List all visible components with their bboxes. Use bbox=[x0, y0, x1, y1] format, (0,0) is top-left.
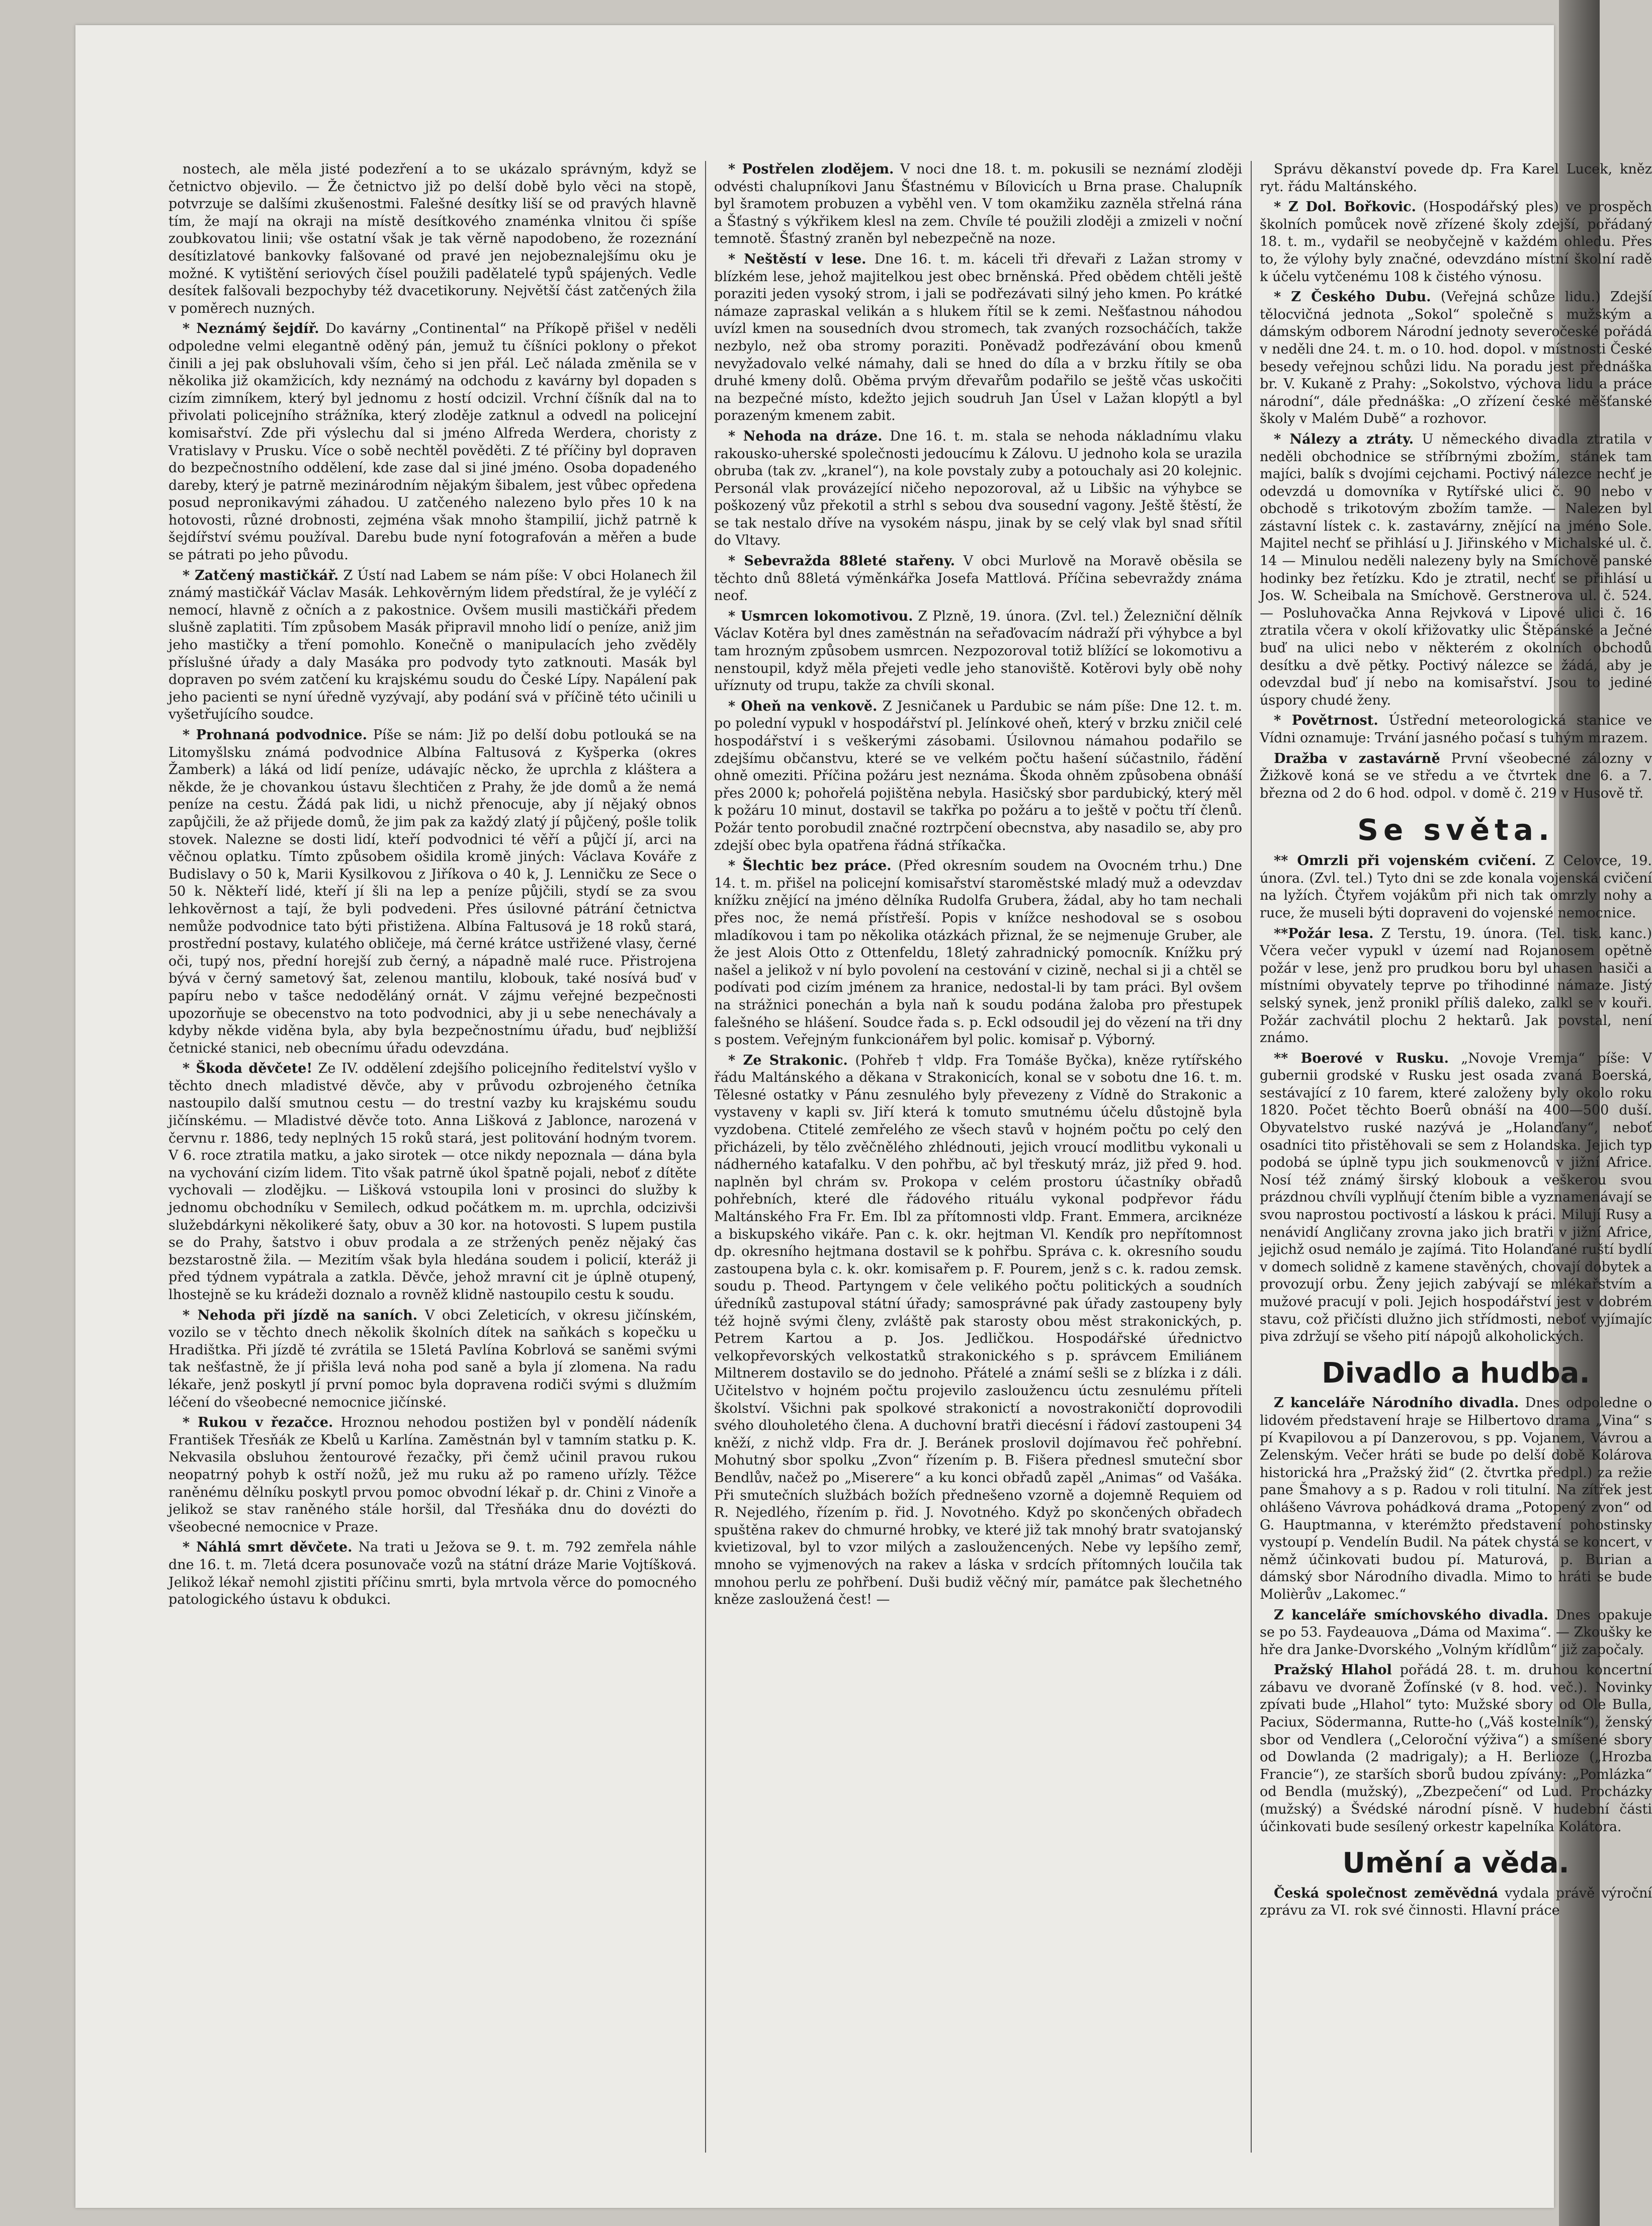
article-text: (Před okresním soudem na Ovocném trhu.) Dne 14. t. m. přišel na policejní komisařství staroměstské mladý muž a odevzdav knížku znějící na jméno dělníka Rudolfa Grubera, žádal, aby ho tam nechali přes noc, že nemá přístřeší. Popis v knížce neshodoval se s osobou mladíkovou i tam po několika otázkách přiznal, že se nejmenuje Gruber, ale že jest Alois Otto z Ottenfeldu, 18letý zahradnický pomocník. Knížku prý našel a jelikož v ní bylo povolení na cestování v cizině, nechal si ji a chtěl se podívati pod cizím jménem za hranice, nedostal-li by tam práci. Byl ovšem na strážnici ponechán a byla naň k soudu podána žaloba pro přestupek falešného se hlášení. Soudce řada s. p. Eckl odsoudil jej do vězení na tři dny s postem. Veřejným funkcionářem byl polic. komisař p. Výborný. bbox=[714, 858, 1242, 1048]
article-title: * Neznámý šejdíř. bbox=[183, 321, 319, 337]
article-title: * Rukou v řezačce. bbox=[183, 1415, 333, 1431]
article-text: (Pohřeb † vldp. Fra Tomáše Byčka), kněze rytířského řádu Maltánského a děkana v Strakonicích, konal se v sobotu dne 16. t. m. Tělesné ostatky v Pánu zesnulého byly převezeny z Vídně do Strakonic a vystaveny v kapli sv. Jiří která k tomuto smutnému účelu důstojně byla vyzdobena. Ctitelé zemřelého ze všech stavů v hojném počtu po celý den přicházeli, by tělo zvěčnělého zhlédnouti, jejich vroucí modlitbu vykonali u nádherného katafalku. V den pohřbu, ač byl třeskutý mráz, již před 9. hod. naplněn byl chrám sv. Prokopa v celém prostoru účastníky obřadů pohřebních, které dle řádového rituálu vykonal podpřevor řádu Maltánského Fra Fr. Em. Ibl za přítomnosti vldp. Frant. Emmera, arciknéze a biskupského vikáře. Pan c. k. okr. hejtman Vl. Kendík pro nepřítomnost dp. okresního hejtmana dostavil se k pohřbu. Správa c. k. okresního soudu zastoupena byla c. k. okr. komisařem p. F. Pourem, jenž s c. k. radou zemsk. soudu p. Theod. Partyngem v čele velikého počtu politických a soudních úředníků zastupoval státní úřady; samosprávné pak úřady zastoupeny byly též hojně svými členy, zvláště pak starosty obou měst strakonických, p. Petrem Kartou a p. Jos. Jedličkou. Hospodářské úřednictvo velkopřevorských velkostatků strakonického s p. správcem Emiliánem Miltnerem dostavilo se do jednoho. Přátelé a známí sešli se z blízka i z dáli. Učitelstvo v hojném počtu projevilo zasloužencu úctu zesnulému příteli školství. Všichni pak spolkové strakonictí a novostrakoničtí doprovodili svého dlouholetého člena. A duchovní bratři diecésní i řádoví zastoupeni 34 kněží, z nichž vldp. Fra dr. J. Beránek proslovil dojímavou řeč pohřební. Mohutný sbor spolku „Zvon“ řízením p. B. Fišera přednesl smuteční sbor Bendlův, načež po „Miserere“ a ku konci obřadů zapěl „Animas“ od Vašáka. Při smutečních službách božích přednešeno vzorně a dojemně Requiem od R. Nejedlého, řízením p. řid. J. Novotného. Když po skončených obřadech spuštěna rakev do chmurné hrobky, ve které již tak mnohý bratr svatojanský kvietizoval, byl to vzor milých a zasloužencených. Nebe vy lepšího zemř, mnoho se vyjmenových na rakev a láska v srdcích přítomných loučila tak mnohou perlu ze pohřbení. Duši budiž věčný mír, památce pak šlechetného kněze zasloužená čest! — bbox=[714, 1052, 1242, 1608]
article-paragraph bbox=[168, 567, 697, 724]
article-title: * Škoda děvčete! bbox=[183, 1061, 313, 1077]
article-title: * Náhlá smrt děvčete. bbox=[183, 1539, 353, 1556]
article-text: V noci dne 18. t. m. pokusili se neznámí zloději odvésti chalupníkovi Janu Šťastnému v Bílovicích u Brna prase. Chalupník byl šramotem probuzen a vyběhl ven. V tom okamžiku zazněla střelná rána a Šťastný s výkřikem klesl na zem. Chvíle té použili zloději a zmizeli v noční temnotě. Šťastný zraněn byl nebezpečně na noze. bbox=[714, 161, 1242, 247]
article-title: Pražský Hlahol bbox=[1274, 1662, 1392, 1678]
article-title: * Šlechtic bez práce. bbox=[728, 858, 892, 874]
article-paragraph bbox=[1260, 161, 1652, 196]
article-text: Dnes odpoledne o lidovém představení hraje se Hilbertovo drama „Vina“ s pí Kvapilovou a pí Danzerovou, s pp. Vojanem, Vávrou a Zelenským. Večer hráti se bude po delší době Kolárova historická hra „Pražský žid“ (2. čtvrtka předpl.) za režie pane Šmahovy a s p. Radou v roli titulní. Na zítřek jest ohlášeno Vávrova pohádková drama „Potopený zvon“ od G. Hauptmanna, v kterémžto představení pohostinsky vystoupí p. Vendelín Budil. Na pátek chystá se koncert, v němž účinkovati budou pí. Maturová, p. Burian a dámský sbor Národního divadla. Mimo to hráti se bude Molièrův „Lakomec.“ bbox=[1260, 1395, 1652, 1602]
article-paragraph bbox=[1260, 1607, 1652, 1659]
section-heading: Divadlo a hudba. bbox=[1322, 1356, 1590, 1390]
article-text: Ze IV. oddělení zdejšího policejního ředitelství vyšlo v těchto dnech mladistvé děvče, aby v průvodu ozbrojeného četníka nastoupilo další smutnou cestu — do trestní vazby ku krajskému soudu jičínskému. — Mladistvé děvče toto. Anna Lišková z Jablonce, narozená v červnu r. 1886, tedy neplných 15 roků stará, jest politování hodným tvorem. V 6. roce ztratila matku, a jako sirotek — otce nikdy nepoznala — dána byla na vychování cizím lidem. Tito však patrně úkol špatně pojali, neboť z dítěte vychovali — zlodějku. — Lišková vstoupila loni v prosinci do služby k jednomu obchodníku v Semilech, odkud počátkem m. m. uprchla, odcizivši služebdárkyni několikeré šaty, obuv a 30 kor. na hotovosti. S lupem pustila se do Prahy, šatstvo i obuv prodala a ze stržených peněz nějaký čas bezstarostně žila. — Mezitím však byla hledána soudem i policií, kteráž ji před týdnem vypátrala a zatkla. Děvče, jehož mravní cit je úplně otupený, lhostejně se ku krádeži doznalo a rovněž klidně nastoupilo cestu k soudu. bbox=[168, 1061, 697, 1303]
article-paragraph bbox=[1260, 1885, 1652, 1920]
column-rule bbox=[1251, 161, 1252, 2153]
article-title: * Ze Strakonic. bbox=[728, 1052, 848, 1068]
article-text: (Hospodářský ples) ve prospěch školních pomůcek nově zřízené školy zdejší, pořádaný 18. t. m., vydařil se neobyčejně v každém ohledu. Přes to, že výlohy byly značné, odevzdáno místní školní radě k účelu vytčenému 108 k čistého výnosu. bbox=[1260, 199, 1652, 285]
article-text: Z Terstu, 19. února. (Tel. tisk. kanc.) Včera večer vypukl v území nad Rojanosem opětně požár v lese, jenž pro prudkou boru byl uhasen hasiči a místními obyvately teprve po třihodinné námaze. Jistý selský synek, jenž pronikl příliš daleko, zalkl se v kouři. Požár zachvátil plochu 2 hektarů. Jak povstal, není známo. bbox=[1260, 925, 1652, 1046]
section-heading: Se světa. bbox=[1357, 813, 1554, 847]
article-paragraph bbox=[1260, 750, 1652, 803]
article-text: Do kavárny „Continental“ na Příkopě přišel v neděli odpoledne velmi elegantně oděný pán, jemuž tu číšníci poklony o překot činili a jej pak obsluhovali vším, čeho si jen přál. Leč nálada změnila se v několika již okamžicích, kdy neznámý na odchodu z kavárny byl dopaden s cizím zimníkem, který byl jednomu z hostí odcizil. Vrchní číšník dal na to přivolati policejního strážníka, který zloděje zatknul a odvedl na policejní komisařství. Zde při výslechu dal si jméno Alfreda Werdera, choristy z Vratislavy v Prusku. Více o sobě nechtěl pověděti. Z té příčiny byl dopraven do bezpečnostního oddělení, kde zase dal si jiné jméno. Osoba dopadeného dareby, který je patrně mezinárodním nějakým šibalem, jest vůbec opředena posud nepronikavými záhadou. U zatčeného nalezeno bylo přes 10 k na hotovosti, různé drobnosti, zejména však mnoho štampilií, jichž patrně k šejdířství svému používal. Darebu bude nyní fotografován a měřen a bude se pátrati po jeho původu. bbox=[168, 321, 697, 563]
article-paragraph bbox=[168, 1060, 697, 1304]
article-paragraph bbox=[1260, 199, 1652, 286]
column-3 bbox=[1260, 161, 1652, 2153]
article-paragraph bbox=[168, 727, 697, 1057]
article-title: **Požár lesa. bbox=[1274, 925, 1374, 941]
article-title: * Povětrnost. bbox=[1274, 713, 1378, 729]
article-paragraph bbox=[1260, 1050, 1652, 1346]
article-title: Z kanceláře Národního divadla. bbox=[1274, 1395, 1519, 1411]
article-text: Dne 16. t. m. káceli tři dřevaři z Lažan stromy v blízkém lese, jehož majitelkou jest obec brněnská. Před obědem chtěli ještě poraziti jeden vysoký strom, i jali se podřezávati silný jeho kmen. Po krátké námaze zapraskal velikán a s hlukem řítil se k zemi. Nešťastnou náhodou uvízl kmen na sousedních dvou stromech, tak zvaných rozsocháčích, takže nezbylo, než oba stromy poraziti. Poněvadž podřezávání obou kmenů nevyžadovalo velké námahy, dali se hned do díla a v brzku řítily se oba druhé kmeny dolů. Oběma prvým dřevařům podařilo se ještě včas uskočiti na bezpečné místo, kdežto jejich soudruh Jan Úsel v Lažan klopýtl a byl porazeným kmenem zabit. bbox=[714, 251, 1243, 424]
article-paragraph bbox=[1260, 1662, 1652, 1836]
article-paragraph bbox=[1260, 431, 1652, 710]
article-title: * Nehoda na dráze. bbox=[728, 428, 883, 444]
article-title: ** Omrzli při vojenském cvičení. bbox=[1274, 853, 1536, 869]
article-paragraph bbox=[168, 1539, 697, 1608]
article-title: Dražba v zastavárně bbox=[1274, 750, 1440, 766]
article-paragraph bbox=[168, 161, 697, 317]
article-paragraph bbox=[714, 553, 1242, 605]
article-title: * Z Českého Dubu. bbox=[1274, 289, 1431, 305]
column-rule bbox=[705, 161, 706, 2153]
article-title: * Postřelen zlodějem. bbox=[728, 161, 894, 177]
article-text: Dnes opakuje se po 53. Faydeauova „Dáma od Maxima“. — Zkoušky ke hře dra Janke-Dvorského „Volným křídlům“ již započaly. bbox=[1260, 1607, 1652, 1658]
article-paragraph bbox=[1260, 925, 1652, 1047]
article-paragraph bbox=[168, 1307, 697, 1412]
article-paragraph bbox=[714, 608, 1242, 695]
article-title: * Z Dol. Bořkovic. bbox=[1274, 199, 1416, 215]
article-text: nostech, ale měla jisté podezření a to se ukázalo správným, když se četnictvo objevilo. — Že četnictvo již po delší době bylo věci na stopě, potvrzuje se dalšími zkušenostmi. Falešné desítky liší se od pravých hlavně tím, že mají na okraji na místě desítkového znaménka vlnitou či spíše zoubkovatou linii; vše ostatní však je tak věrně napodobeno, že rozeznání desítizlatové bankovky falšované od pravé jen nejobeznalejšímu oku je možné. K vytištění seriových čísel použili padělatelé typů spájených. Vedle desítek falšovali bezpochyby též dvacetikoruny. Největší část zatčených žila v poměrech nuzných. bbox=[168, 161, 697, 316]
section-heading: Umění a věda. bbox=[1342, 1847, 1570, 1880]
article-title: Česká společnost zeměvědná bbox=[1274, 1885, 1499, 1901]
article-text: Na trati u Ježova se 9. t. m. 792 zemřela náhle dne 16. t. m. 7letá dcera posunovače vozů na státní dráze Marie Vojtíšková. Jelikož lékař nemohl zjistiti příčinu smrti, byla mrtvola věrce do pomocného patologického ústavu k obdukci. bbox=[168, 1539, 697, 1608]
article-text: pořádá 28. t. m. druhou koncertní zábavu ve dvoraně Žofínské (v 8. hod. več.). Novinky zpívati bude „Hlahol“ tyto: Mužské sbory od Ole Bulla, Paciux, Södermanna, Rutte-ho („Váš kostelník“), ženský sbor od Vendlera („Celoroční výživa“) a smíšené sbory od Dowlanda (2 madrigaly); a H. Berlioze („Hrozba Francie“), ze starších sborů budou zpívány: „Pomlázka“ od Bendla (mužský), „Zbezpečení“ od Lud. Procházky (mužský) a Švédské národní písně. V hudební části účinkovati bude sesílený orkestr kapelníka Kolátora. bbox=[1260, 1662, 1652, 1835]
article-text: Správu děkanství povede dp. Fra Karel Lucek, kněz ryt. řádu Maltánského. bbox=[1260, 161, 1652, 195]
column-1 bbox=[168, 161, 697, 2153]
article-paragraph bbox=[1260, 712, 1652, 747]
article-text: Píše se nám: Již po delší dobu potlouká se na Litomyšlsku známá podvodnice Albína Faltusová z Kyšperka (okres Žamberk) a láká od lidí peníze, udávajíc něcko, že uprchla z kláštera a někde, že je chovankou ústavu šlechtičen z Prahy, že jde domů a že nemá peníze na cestu. Žádá pak lidi, u nichž přenocuje, aby jí nějaký obnos zapůjčili, že až přijede domů, že jim pak za každý zlatý jí půjčený, pošle tolik stovek. Nalezne se dosti lidí, kteří podvodnici té věří a půjčí jí, arci na věčnou oplatku. Tímto způsobem ošidila kromě jiných: Václava Kováře z Budislavy o 50 k, Marii Kysilkovou z Jiříkova o 40 k, J. Lenničku ze Sece o 50 k. Někteří lidé, kteří jí šli na lep a peníze půjčili, stydí se za svou lehkověrnost a tají, že byli podvedeni. Přes úsilovné pátrání četnictva nemůže podvodnice tato býti přistižena. Albína Faltusová je 18 roků stará, prostřední postavy, kulatého obličeje, má černé krátce ustřižené vlasy, černé oči, tupý nos, přední horejší zub černý, a nápadně malé ruce. Přistrojena bývá v černý sametový šat, zelenou mantilu, klobouk, také nosívá buď v papíru nebo v tašce nedoděláný ornát. V zájmu veřejné bezpečnosti upozorňuje se obecenstvo na toto podvodnici, aby ji u sebe nenechávaly a kdyby někde viděna byla, aby byla bezpečnostnímu úřadu, buď nejbližší četnické stanici, neb obecnímu úřadu odevzdána. bbox=[168, 727, 697, 1056]
article-paragraph bbox=[714, 1052, 1242, 1609]
article-title: * Oheň na venkově. bbox=[728, 698, 878, 714]
article-paragraph bbox=[714, 698, 1242, 854]
article-text: vydala právě výroční zprávu za VI. rok své činnosti. Hlavní práce bbox=[1260, 1885, 1652, 1919]
article-title: * Sebevražda 88leté stařeny. bbox=[728, 553, 955, 569]
article-paragraph bbox=[168, 1414, 697, 1536]
article-text: Z Jesničanek u Pardubic se nám píše: Dne 12. t. m. po polední vypukl v hospodářství pl. Jelínkové oheň, který v brzku zničil celé hospodářství i s veškerými zásobami. Úsilovnou námahou podařilo se zdejšímu občanstvu, které se ve velkém počtu hašení súčastnilo, řádění ohně omeziti. Příčina požáru jest neznáma. Škoda ohněm způsobena obnáší přes 2000 k; pohořelá pojištěna nebyla. Hasičský sbor pardubický, který měl k požáru 10 minut, dostavil se takřka po požáru a to ještě v počtu tří členů. Požár tento porobudil značné roztrpčení obecnstva, aby nasadilo se, aby pro zdejší obec byla opatřena řádná stříkačka. bbox=[714, 698, 1242, 853]
article-text: U německého divadla ztratila v neděli obchodnice se stříbrnými zbožím, stánek tam majíci, balík s dvojími cejchami. Poctivý nálezce nechť je odevzdá u domovníka v Rytířské ulici č. 90 nebo v obchodě s trikotovým zbožím tamže. — Nalezen byl zástavní lístek c. k. zastavárny, znějící na jméno Sole. Majitel nechť se přihlásí u J. Jiřinského v Michalské ul. č. 14 — Minulou neděli nalezeny byly na Smíchově panské hodinky bez řetízku. Kdo je ztratil, nechť se přihlásí u Jos. W. Scheibala na Smíchově. Gerstnerova ul. č. 524. — Posluhovačka Anna Rejvková v Lipové ulici č. 16 ztratila včera v okolí křižovatky ulic Štěpánské a Ječné buď na ulici nebo v některém z okolních obchodů desítku a dvě pětky. Poctivý nálezce se žádá, aby je odevzdal buď jí nebo na komisařství. Jsou to jediné úspory chudé ženy. bbox=[1260, 431, 1652, 708]
article-title: ** Boerové v Rusku. bbox=[1274, 1050, 1449, 1066]
article-text: První všeobecné zálozny v Žižkově koná se ve středu a ve čtvrtek dne 6. a 7. března od 2 do 6 hod. odpol. v domě č. 219 v Husově tř. bbox=[1260, 750, 1652, 801]
article-text: Z Plzně, 19. února. (Zvl. tel.) Železniční dělník Václav Kotěra byl dnes zaměstnán na seřaďovacím nádraží při výhybce a byl tam hrozným způsobem usmrcen. Nezpozoroval totiž blížící se lokomotivu a nenstoupil, když měla přejeti vedle jeho stanoviště. Kotěrovi byly obě nohy uříznuty od trupu, takže za chvíli skonal. bbox=[714, 608, 1242, 694]
article-text: Hroznou nehodou postižen byl v pondělí nádeník František Třesňák ze Kbelů u Karlína. Zaměstnán byl v tamním statku p. K. Nekvasila obsluhou žentourové řezačky, při čemž učinil pravou rukou neopatrný pohyb k ostří nožů, jež mu ruku až po rameno uřízly. Těžce raněnému dělníku poskytl prvou pomoc obvodní lékař p. dr. Chini z Vinoře a jelikož se stav raněného stále horšil, dal Třesňáka dnu do dovézti do všeobecné nemocnice v Praze. bbox=[168, 1415, 697, 1535]
article-text: (Veřejná schůze lidu.) Zdejší tělocvičná jednota „Sokol“ společně s mužským a dámským odborem Národní jednoty severočeské pořádá v neděli dne 24. t. m. o 10. hod. dopol. v místnosti České besedy veřejnou schůzi lidu. Na poradu jest přednáška br. V. Kukaně z Prahy: „Sokolstvo, výchova lidu a práce národní“, dále přednáška: „O zřízení české měšťanské školy v Malém Dubě“ a rozhovor. bbox=[1260, 289, 1652, 427]
article-paragraph bbox=[168, 320, 697, 564]
article-text: Z Ústí nad Labem se nám píše: V obci Holanech žil známý mastičkář Václav Masák. Lehkověrným lidem předstíral, že je vyléčí z nemocí, hlavně z očních a z pakostnice. Ovšem musili mastičkáři předem slušně zaplatiti. Tím způsobem Masák připravil mnoho lidí o peníze, aniž jim jeho mastičky a tření pomohlo. Konečně o manipulacích jeho zvěděly příslušné úřady a daly Masáka pro podvody tyto zatknouti. Masák byl dopraven po svém zatčení ku krajskému soudu do České Lípy. Napálení pak jeho pacienti se nyní úředně vyzývají, aby podání svá v příčině této učinili u vyšetřujícího soudce. bbox=[168, 567, 697, 723]
article-title: * Prohnaná podvodnice. bbox=[183, 727, 368, 743]
article-paragraph bbox=[1260, 1395, 1652, 1603]
article-title: * Nálezy a ztráty. bbox=[1274, 431, 1414, 447]
article-text: Dne 16. t. m. stala se nehoda nákladnímu vlaku rakousko-uherské společnosti jedoucímu k Zálovu. U jednoho kola se urazila obruba (tak zv. „kranel“), na kole povstaly zuby a potouchaly asi 20 kolejnic. Personál vlak provázející ničeho nepozoroval, až u Libšic na výhybce se poškozený vůz překotil a strhl s sebou dva sousední vagony. Ještě štěstí, že se tak nestalo dříve na vysokém náspu, jinak by se celý vlak byl snad sřítil do Vltavy. bbox=[714, 428, 1242, 549]
column-2 bbox=[714, 161, 1242, 2153]
article-title: * Usmrcen lokomotivou. bbox=[728, 608, 913, 624]
article-paragraph bbox=[714, 251, 1242, 425]
article-text: Z Celovce, 19. února. (Zvl. tel.) Tyto dni se zde konala vojenská cvičení na lyžích. Čtyřem vojákům při nich tak omrzly nohy a ruce, že museli býti dopraveni do vojenské nemocnice. bbox=[1260, 853, 1652, 921]
article-text: „Novoje Vremja“ píše: V gubernii grodské v Rusku jest osada zvaná Boerská, sestávající z 10 farem, které založeny byly okolo roku 1820. Počet těchto Boerů obnáší na 400—500 duší. Obyvatelstvo ruské nazývá je „Holanďany“, neboť osadníci tito přistěhovali se sem z Holandska. Jejich typ podobá se úplně typu jich soukmenovců v jižní Africe. Nosí též známý širský klobouk a veškerou svou prázdnou chvíli vyplňují čtením bible a vyznamenávají se svou naprostou poctivostí a láskou k práci. Milují Rusy a nenávidí Angličany zrovna jako jich bratři v jižní Africe, jejichž osud nemálo je zajímá. Tito Holanďané ruští bydlí v domech solidně z kamene stavěných, chovají dobytek a provozují orbu. Ženy jejich zabývají se mlékařstvím a mužové pracují v poli. Jejich hospodářství jest v dobrém stavu, což přičísti dlužno jich střídmosti, neboť vyjímajíc piva zdržují se všeho pití nápojů alkoholických. bbox=[1260, 1050, 1652, 1345]
article-title: * Neštěstí v lese. bbox=[728, 251, 866, 267]
article-text: V obci Murlově na Moravě oběsila se těchto dnů 88letá výměnkářka Josefa Mattlová. Příčina sebevraždy známa neof. bbox=[714, 553, 1242, 604]
article-paragraph bbox=[714, 161, 1242, 248]
article-paragraph bbox=[714, 858, 1242, 1049]
article-text: V obci Zeleticích, v okresu jičínském, vozilo se v těchto dnech několik školních dítek na saňkách s kopečku u Hradištka. Při jízdě té zvrátila se 15letá Pavlína Kobrlová se saněmi svými tak nešťastně, že jí přišla levá noha pod saně a byla jí zlomena. Na radu lékaře, jenž poskytl jí první pomoc byla dopravena rodiči svými s dlužmím léčení do všeobecné nemocnice jičínské. bbox=[168, 1307, 697, 1410]
article-paragraph bbox=[714, 428, 1242, 550]
article-title: Z kanceláře smíchovského divadla. bbox=[1274, 1607, 1548, 1623]
article-paragraph bbox=[1260, 852, 1652, 922]
article-title: * Nehoda při jízdě na saních. bbox=[183, 1307, 418, 1323]
newspaper-page bbox=[75, 25, 1652, 2208]
article-text: Ústřední meteorologická stanice ve Vídni oznamuje: Trvání jasného počasí s tuhým mrazem. bbox=[1260, 713, 1652, 746]
article-paragraph bbox=[1260, 289, 1652, 428]
article-title: * Zatčený mastičkář. bbox=[183, 567, 339, 583]
